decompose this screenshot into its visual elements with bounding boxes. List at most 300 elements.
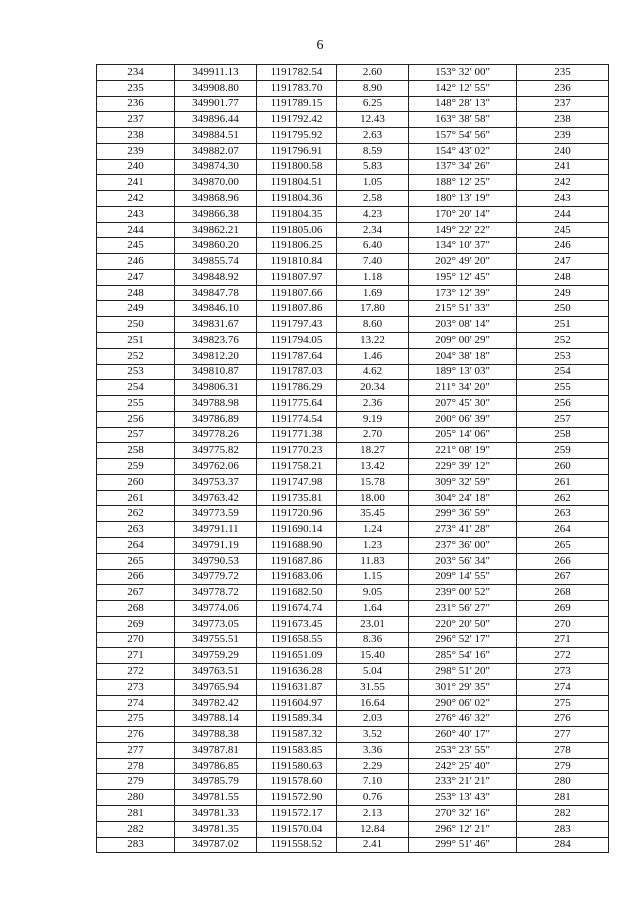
point-number-cell: 257 [97,427,175,443]
next-point-number-cell: 245 [517,222,609,238]
y-coordinate-cell: 1191774.54 [257,411,337,427]
x-coordinate-cell: 349785.79 [175,774,257,790]
x-coordinate-cell: 349846.10 [175,301,257,317]
y-coordinate-cell: 1191758.21 [257,459,337,475]
next-point-number-cell: 243 [517,191,609,207]
table-row [97,238,609,254]
point-number-cell: 279 [97,774,175,790]
table-row [97,837,609,853]
bearing-cell: 148° 28' 13" [409,96,517,112]
y-coordinate-cell: 1191583.85 [257,742,337,758]
next-point-number-cell: 261 [517,474,609,490]
y-coordinate-cell: 1191580.63 [257,758,337,774]
next-point-number-cell: 268 [517,585,609,601]
y-coordinate-cell: 1191747.98 [257,474,337,490]
bearing-cell: 260° 40' 17" [409,727,517,743]
y-coordinate-cell: 1191570.04 [257,821,337,837]
distance-cell: 1.23 [337,537,409,553]
y-coordinate-cell: 1191589.34 [257,711,337,727]
table-row [97,805,609,821]
coordinates-table [96,64,609,853]
table-row [97,774,609,790]
x-coordinate-cell: 349778.26 [175,427,257,443]
table-row [97,790,609,806]
bearing-cell: 253° 23' 55" [409,742,517,758]
x-coordinate-cell: 349862.21 [175,222,257,238]
x-coordinate-cell: 349773.05 [175,616,257,632]
point-number-cell: 235 [97,80,175,96]
next-point-number-cell: 283 [517,821,609,837]
table-row [97,112,609,128]
bearing-cell: 233° 21' 21" [409,774,517,790]
next-point-number-cell: 272 [517,648,609,664]
y-coordinate-cell: 1191775.64 [257,396,337,412]
next-point-number-cell: 256 [517,396,609,412]
point-number-cell: 281 [97,805,175,821]
x-coordinate-cell: 349765.94 [175,679,257,695]
bearing-cell: 200° 06' 39" [409,411,517,427]
x-coordinate-cell: 349779.72 [175,569,257,585]
y-coordinate-cell: 1191631.87 [257,679,337,695]
point-number-cell: 283 [97,837,175,853]
y-coordinate-cell: 1191782.54 [257,65,337,81]
distance-cell: 18.00 [337,490,409,506]
table-row [97,222,609,238]
x-coordinate-cell: 349763.42 [175,490,257,506]
table-row [97,396,609,412]
table-row [97,380,609,396]
x-coordinate-cell: 349775.82 [175,443,257,459]
bearing-cell: 180° 13' 19" [409,191,517,207]
table-row [97,522,609,538]
y-coordinate-cell: 1191787.64 [257,348,337,364]
distance-cell: 23.01 [337,616,409,632]
table-row [97,758,609,774]
table-row [97,333,609,349]
x-coordinate-cell: 349866.38 [175,206,257,222]
y-coordinate-cell: 1191682.50 [257,585,337,601]
point-number-cell: 272 [97,664,175,680]
point-number-cell: 252 [97,348,175,364]
x-coordinate-cell: 349788.98 [175,396,257,412]
distance-cell: 35.45 [337,506,409,522]
y-coordinate-cell: 1191578.60 [257,774,337,790]
bearing-cell: 285° 54' 16" [409,648,517,664]
bearing-cell: 270° 32' 16" [409,805,517,821]
distance-cell: 12.84 [337,821,409,837]
next-point-number-cell: 266 [517,553,609,569]
distance-cell: 2.70 [337,427,409,443]
point-number-cell: 259 [97,459,175,475]
next-point-number-cell: 250 [517,301,609,317]
next-point-number-cell: 277 [517,727,609,743]
table-row [97,727,609,743]
point-number-cell: 268 [97,601,175,617]
bearing-cell: 170° 20' 14" [409,206,517,222]
y-coordinate-cell: 1191800.58 [257,159,337,175]
distance-cell: 13.42 [337,459,409,475]
x-coordinate-cell: 349855.74 [175,254,257,270]
x-coordinate-cell: 349781.35 [175,821,257,837]
table-row [97,427,609,443]
y-coordinate-cell: 1191794.05 [257,333,337,349]
y-coordinate-cell: 1191687.86 [257,553,337,569]
point-number-cell: 263 [97,522,175,538]
point-number-cell: 256 [97,411,175,427]
y-coordinate-cell: 1191786.29 [257,380,337,396]
next-point-number-cell: 273 [517,664,609,680]
table-row [97,506,609,522]
next-point-number-cell: 270 [517,616,609,632]
y-coordinate-cell: 1191795.92 [257,128,337,144]
y-coordinate-cell: 1191787.03 [257,364,337,380]
table-row [97,159,609,175]
distance-cell: 1.15 [337,569,409,585]
bearing-cell: 142° 12' 55" [409,80,517,96]
table-row [97,679,609,695]
table-row [97,206,609,222]
distance-cell: 6.40 [337,238,409,254]
next-point-number-cell: 238 [517,112,609,128]
distance-cell: 17.80 [337,301,409,317]
next-point-number-cell: 263 [517,506,609,522]
x-coordinate-cell: 349870.00 [175,175,257,191]
distance-cell: 7.10 [337,774,409,790]
point-number-cell: 238 [97,128,175,144]
distance-cell: 1.05 [337,175,409,191]
y-coordinate-cell: 1191806.25 [257,238,337,254]
table-row [97,143,609,159]
table-row [97,317,609,333]
point-number-cell: 245 [97,238,175,254]
y-coordinate-cell: 1191804.51 [257,175,337,191]
x-coordinate-cell: 349787.02 [175,837,257,853]
table-row [97,128,609,144]
bearing-cell: 137° 34' 26" [409,159,517,175]
y-coordinate-cell: 1191789.15 [257,96,337,112]
x-coordinate-cell: 349896.44 [175,112,257,128]
point-number-cell: 269 [97,616,175,632]
next-point-number-cell: 236 [517,80,609,96]
bearing-cell: 163° 38' 58" [409,112,517,128]
next-point-number-cell: 280 [517,774,609,790]
bearing-cell: 195° 12' 45" [409,269,517,285]
point-number-cell: 260 [97,474,175,490]
table-row [97,411,609,427]
next-point-number-cell: 242 [517,175,609,191]
distance-cell: 31.55 [337,679,409,695]
distance-cell: 0.76 [337,790,409,806]
table-row [97,569,609,585]
table-row [97,742,609,758]
point-number-cell: 240 [97,159,175,175]
point-number-cell: 250 [97,317,175,333]
point-number-cell: 253 [97,364,175,380]
bearing-cell: 149° 22' 22" [409,222,517,238]
distance-cell: 2.36 [337,396,409,412]
distance-cell: 3.52 [337,727,409,743]
bearing-cell: 220° 20' 50" [409,616,517,632]
next-point-number-cell: 255 [517,380,609,396]
point-number-cell: 275 [97,711,175,727]
point-number-cell: 262 [97,506,175,522]
bearing-cell: 290° 06' 02" [409,695,517,711]
bearing-cell: 221° 08' 19" [409,443,517,459]
x-coordinate-cell: 349823.76 [175,333,257,349]
x-coordinate-cell: 349884.51 [175,128,257,144]
table-row [97,648,609,664]
next-point-number-cell: 258 [517,427,609,443]
next-point-number-cell: 262 [517,490,609,506]
point-number-cell: 277 [97,742,175,758]
table-row [97,348,609,364]
table-row [97,175,609,191]
y-coordinate-cell: 1191673.45 [257,616,337,632]
table-row [97,474,609,490]
bearing-cell: 209° 00' 29" [409,333,517,349]
distance-cell: 2.34 [337,222,409,238]
y-coordinate-cell: 1191792.42 [257,112,337,128]
next-point-number-cell: 241 [517,159,609,175]
bearing-cell: 299° 36' 59" [409,506,517,522]
bearing-cell: 134° 10' 37" [409,238,517,254]
distance-cell: 1.24 [337,522,409,538]
x-coordinate-cell: 349806.31 [175,380,257,396]
x-coordinate-cell: 349908.80 [175,80,257,96]
x-coordinate-cell: 349786.89 [175,411,257,427]
x-coordinate-cell: 349812.20 [175,348,257,364]
table-row [97,191,609,207]
next-point-number-cell: 271 [517,632,609,648]
point-number-cell: 266 [97,569,175,585]
x-coordinate-cell: 349762.06 [175,459,257,475]
point-number-cell: 270 [97,632,175,648]
distance-cell: 8.59 [337,143,409,159]
y-coordinate-cell: 1191651.09 [257,648,337,664]
next-point-number-cell: 240 [517,143,609,159]
bearing-cell: 203° 08' 14" [409,317,517,333]
table-row [97,601,609,617]
distance-cell: 2.03 [337,711,409,727]
y-coordinate-cell: 1191572.90 [257,790,337,806]
x-coordinate-cell: 349781.33 [175,805,257,821]
point-number-cell: 255 [97,396,175,412]
point-number-cell: 278 [97,758,175,774]
x-coordinate-cell: 349755.51 [175,632,257,648]
x-coordinate-cell: 349753.37 [175,474,257,490]
bearing-cell: 242° 25' 40" [409,758,517,774]
point-number-cell: 242 [97,191,175,207]
distance-cell: 13.22 [337,333,409,349]
next-point-number-cell: 274 [517,679,609,695]
point-number-cell: 239 [97,143,175,159]
x-coordinate-cell: 349786.85 [175,758,257,774]
bearing-cell: 173° 12' 39" [409,285,517,301]
bearing-cell: 296° 52' 17" [409,632,517,648]
point-number-cell: 276 [97,727,175,743]
point-number-cell: 280 [97,790,175,806]
point-number-cell: 244 [97,222,175,238]
next-point-number-cell: 252 [517,333,609,349]
y-coordinate-cell: 1191783.70 [257,80,337,96]
point-number-cell: 241 [97,175,175,191]
y-coordinate-cell: 1191720.96 [257,506,337,522]
point-number-cell: 282 [97,821,175,837]
distance-cell: 2.60 [337,65,409,81]
bearing-cell: 296° 12' 21" [409,821,517,837]
distance-cell: 2.13 [337,805,409,821]
bearing-cell: 211° 34' 20" [409,380,517,396]
x-coordinate-cell: 349782.42 [175,695,257,711]
y-coordinate-cell: 1191796.91 [257,143,337,159]
bearing-cell: 209° 14' 55" [409,569,517,585]
y-coordinate-cell: 1191810.84 [257,254,337,270]
next-point-number-cell: 253 [517,348,609,364]
x-coordinate-cell: 349791.19 [175,537,257,553]
bearing-cell: 237° 36' 00" [409,537,517,553]
y-coordinate-cell: 1191572.17 [257,805,337,821]
table-row [97,632,609,648]
distance-cell: 6.25 [337,96,409,112]
y-coordinate-cell: 1191807.66 [257,285,337,301]
y-coordinate-cell: 1191558.52 [257,837,337,853]
table-row [97,537,609,553]
point-number-cell: 234 [97,65,175,81]
bearing-cell: 153° 32' 00" [409,65,517,81]
bearing-cell: 207° 45' 30" [409,396,517,412]
distance-cell: 15.40 [337,648,409,664]
x-coordinate-cell: 349868.96 [175,191,257,207]
x-coordinate-cell: 349831.67 [175,317,257,333]
next-point-number-cell: 249 [517,285,609,301]
next-point-number-cell: 284 [517,837,609,853]
point-number-cell: 267 [97,585,175,601]
next-point-number-cell: 267 [517,569,609,585]
next-point-number-cell: 265 [517,537,609,553]
next-point-number-cell: 237 [517,96,609,112]
distance-cell: 2.63 [337,128,409,144]
next-point-number-cell: 282 [517,805,609,821]
next-point-number-cell: 276 [517,711,609,727]
next-point-number-cell: 235 [517,65,609,81]
next-point-number-cell: 275 [517,695,609,711]
point-number-cell: 271 [97,648,175,664]
distance-cell: 2.41 [337,837,409,853]
bearing-cell: 205° 14' 06" [409,427,517,443]
distance-cell: 4.23 [337,206,409,222]
distance-cell: 8.90 [337,80,409,96]
bearing-cell: 188° 12' 25" [409,175,517,191]
x-coordinate-cell: 349773.59 [175,506,257,522]
next-point-number-cell: 247 [517,254,609,270]
next-point-number-cell: 251 [517,317,609,333]
bearing-cell: 204° 38' 18" [409,348,517,364]
next-point-number-cell: 260 [517,459,609,475]
bearing-cell: 301° 29' 35" [409,679,517,695]
y-coordinate-cell: 1191674.74 [257,601,337,617]
distance-cell: 7.40 [337,254,409,270]
y-coordinate-cell: 1191688.90 [257,537,337,553]
y-coordinate-cell: 1191587.32 [257,727,337,743]
point-number-cell: 246 [97,254,175,270]
bearing-cell: 239° 00' 52" [409,585,517,601]
point-number-cell: 258 [97,443,175,459]
y-coordinate-cell: 1191797.43 [257,317,337,333]
point-number-cell: 264 [97,537,175,553]
x-coordinate-cell: 349788.14 [175,711,257,727]
point-number-cell: 251 [97,333,175,349]
next-point-number-cell: 248 [517,269,609,285]
y-coordinate-cell: 1191804.35 [257,206,337,222]
next-point-number-cell: 264 [517,522,609,538]
table-row [97,80,609,96]
distance-cell: 18.27 [337,443,409,459]
next-point-number-cell: 278 [517,742,609,758]
y-coordinate-cell: 1191636.28 [257,664,337,680]
point-number-cell: 249 [97,301,175,317]
coordinates-table-body [97,65,609,853]
x-coordinate-cell: 349848.92 [175,269,257,285]
table-row [97,695,609,711]
bearing-cell: 231° 56' 27" [409,601,517,617]
distance-cell: 4.62 [337,364,409,380]
table-row [97,585,609,601]
distance-cell: 1.18 [337,269,409,285]
bearing-cell: 189° 13' 03" [409,364,517,380]
point-number-cell: 247 [97,269,175,285]
distance-cell: 9.05 [337,585,409,601]
next-point-number-cell: 281 [517,790,609,806]
table-row [97,711,609,727]
y-coordinate-cell: 1191658.55 [257,632,337,648]
distance-cell: 20.34 [337,380,409,396]
bearing-cell: 203° 56' 34" [409,553,517,569]
table-row [97,459,609,475]
distance-cell: 1.46 [337,348,409,364]
table-row [97,490,609,506]
bearing-cell: 309° 32' 59" [409,474,517,490]
bearing-cell: 299° 51' 46" [409,837,517,853]
distance-cell: 5.83 [337,159,409,175]
table-row [97,301,609,317]
x-coordinate-cell: 349787.81 [175,742,257,758]
y-coordinate-cell: 1191683.06 [257,569,337,585]
y-coordinate-cell: 1191771.38 [257,427,337,443]
point-number-cell: 273 [97,679,175,695]
next-point-number-cell: 254 [517,364,609,380]
point-number-cell: 243 [97,206,175,222]
distance-cell: 5.04 [337,664,409,680]
point-number-cell: 274 [97,695,175,711]
distance-cell: 1.64 [337,601,409,617]
table-row [97,443,609,459]
bearing-cell: 202° 49' 20" [409,254,517,270]
table-row [97,285,609,301]
y-coordinate-cell: 1191805.06 [257,222,337,238]
bearing-cell: 253° 13' 43" [409,790,517,806]
table-row [97,254,609,270]
x-coordinate-cell: 349791.11 [175,522,257,538]
y-coordinate-cell: 1191807.86 [257,301,337,317]
next-point-number-cell: 246 [517,238,609,254]
y-coordinate-cell: 1191770.23 [257,443,337,459]
bearing-cell: 154° 43' 02" [409,143,517,159]
x-coordinate-cell: 349778.72 [175,585,257,601]
distance-cell: 12.43 [337,112,409,128]
x-coordinate-cell: 349774.06 [175,601,257,617]
distance-cell: 9.19 [337,411,409,427]
point-number-cell: 237 [97,112,175,128]
